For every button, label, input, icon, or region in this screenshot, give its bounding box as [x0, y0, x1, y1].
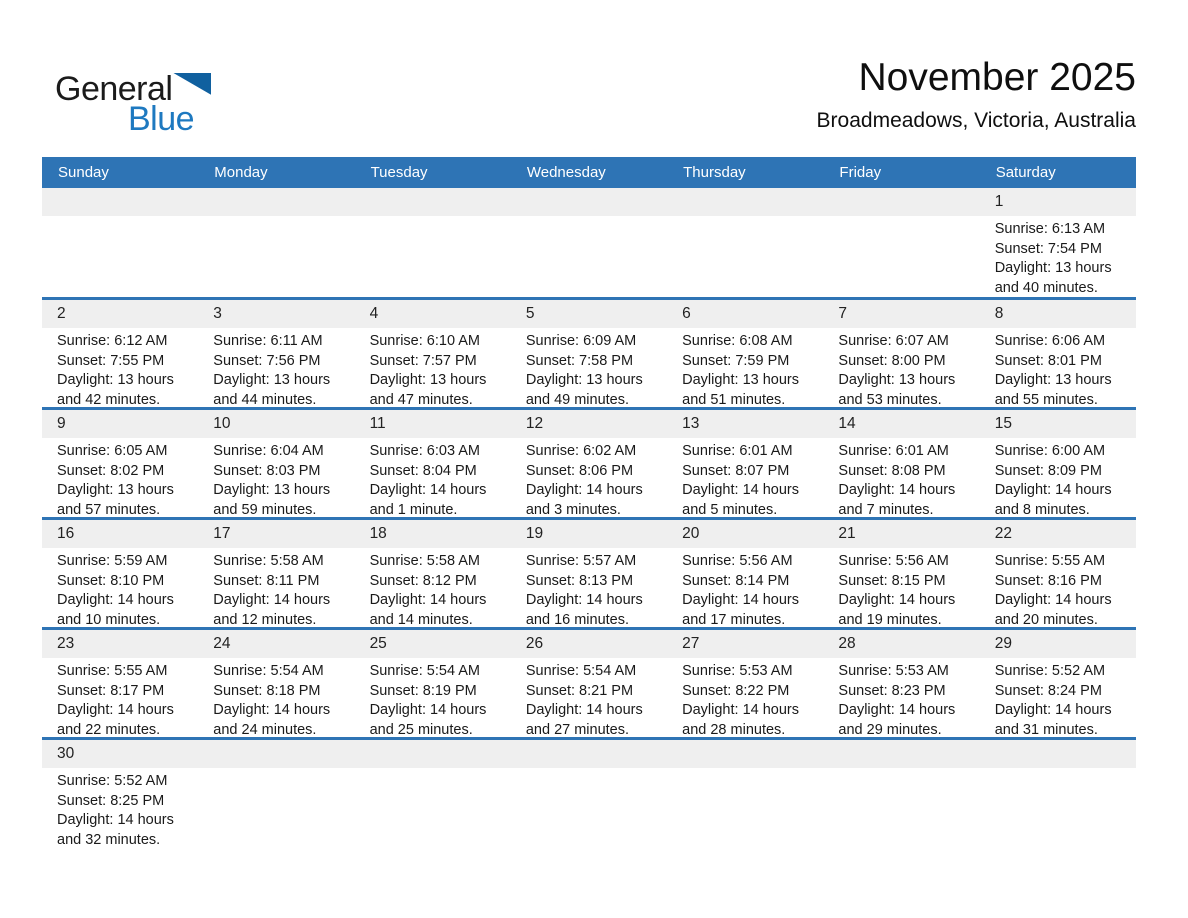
- day-detail-line: Sunset: 8:19 PM: [369, 682, 477, 699]
- day-detail-line: Sunset: 8:25 PM: [57, 792, 165, 809]
- title-block: [817, 57, 1136, 133]
- day-detail-line: and 51 minutes.: [682, 391, 786, 407]
- week-row-2: [42, 297, 1136, 407]
- day-detail-line: Sunrise: 5:59 AM: [57, 553, 168, 569]
- day-number-empty: [355, 740, 511, 768]
- day-cell-5: [511, 300, 667, 407]
- day-cell-10: [198, 410, 354, 517]
- weekday-header-monday: Monday: [214, 164, 268, 181]
- day-details: [823, 548, 979, 627]
- day-number: 25: [355, 630, 511, 658]
- day-detail-line: and 44 minutes.: [213, 391, 317, 407]
- day-cell-20: [667, 520, 823, 627]
- day-number-empty: [511, 188, 667, 216]
- day-detail-line: Sunset: 7:54 PM: [994, 240, 1102, 257]
- day-number-empty: [823, 188, 979, 216]
- day-detail-line: and 20 minutes.: [994, 611, 1098, 627]
- day-detail-line: and 47 minutes.: [369, 391, 473, 407]
- day-detail-line: Daylight: 14 hours: [57, 812, 174, 828]
- day-cell-27: [667, 630, 823, 737]
- day-detail-line: Sunset: 8:07 PM: [682, 462, 790, 479]
- day-detail-line: Sunset: 8:14 PM: [682, 572, 790, 589]
- day-number-empty: [667, 188, 823, 216]
- day-number-empty: [42, 188, 198, 216]
- day-detail-line: Daylight: 14 hours: [369, 482, 487, 498]
- day-detail-line: and 32 minutes.: [57, 831, 161, 847]
- weekday-header-tuesday: Tuesday: [370, 164, 428, 181]
- day-detail-line: Sunset: 8:16 PM: [994, 572, 1102, 589]
- day-detail-line: Daylight: 13 hours: [682, 372, 800, 388]
- day-number: 7: [823, 300, 979, 328]
- day-detail-line: and 29 minutes.: [838, 721, 942, 737]
- day-cell-28: [823, 630, 979, 737]
- day-detail-line: Daylight: 14 hours: [682, 592, 800, 608]
- day-details: [980, 438, 1136, 517]
- day-number-empty: [667, 740, 823, 768]
- day-detail-line: Sunrise: 5:57 AM: [525, 553, 637, 569]
- day-detail-line: Sunrise: 5:52 AM: [57, 773, 168, 789]
- day-detail-line: Daylight: 13 hours: [57, 372, 174, 388]
- day-detail-line: Sunrise: 6:10 AM: [369, 333, 480, 349]
- day-detail-line: Sunset: 8:08 PM: [838, 462, 946, 479]
- day-detail-line: Sunset: 8:02 PM: [57, 462, 165, 479]
- day-details: [980, 328, 1136, 407]
- day-details: [355, 438, 511, 517]
- day-details: [355, 768, 511, 772]
- day-details: [198, 438, 354, 517]
- day-detail-line: Daylight: 14 hours: [838, 702, 956, 718]
- day-details: [667, 438, 823, 517]
- day-detail-line: Sunrise: 6:02 AM: [525, 443, 637, 459]
- day-detail-line: Sunrise: 5:56 AM: [838, 553, 949, 569]
- day-detail-line: Sunrise: 6:03 AM: [369, 443, 480, 459]
- day-detail-line: and 27 minutes.: [525, 721, 630, 737]
- day-number: 21: [823, 520, 979, 548]
- day-details: [42, 658, 198, 737]
- day-details: [823, 438, 979, 517]
- day-cell-15: [980, 410, 1136, 517]
- day-details: [823, 216, 979, 220]
- day-detail-line: and 5 minutes.: [682, 501, 778, 517]
- day-detail-line: Daylight: 14 hours: [682, 482, 800, 498]
- day-detail-line: Sunrise: 6:07 AM: [838, 333, 949, 349]
- day-details: [823, 328, 979, 407]
- day-cell-2: [42, 300, 198, 407]
- day-detail-line: Sunrise: 6:11 AM: [213, 333, 323, 349]
- day-details: [511, 658, 667, 737]
- day-cell-empty: [980, 740, 1136, 847]
- day-detail-line: Sunset: 8:22 PM: [682, 682, 790, 699]
- day-detail-line: Daylight: 14 hours: [994, 482, 1112, 498]
- day-cell-8: [980, 300, 1136, 407]
- day-details: [42, 328, 198, 407]
- day-cell-29: [980, 630, 1136, 737]
- day-cell-empty: [823, 740, 979, 847]
- day-cell-17: [198, 520, 354, 627]
- day-detail-line: Daylight: 14 hours: [57, 592, 174, 608]
- day-details: [355, 658, 511, 737]
- day-detail-line: and 17 minutes.: [682, 611, 786, 627]
- weekday-header-thursday: Thursday: [683, 164, 746, 181]
- day-cell-empty: [511, 188, 667, 297]
- day-detail-line: and 7 minutes.: [838, 501, 934, 517]
- day-details: [667, 658, 823, 737]
- day-details: [355, 328, 511, 407]
- logo-text-blue: Blue: [128, 100, 195, 138]
- day-detail-line: and 55 minutes.: [994, 391, 1098, 407]
- day-detail-line: Daylight: 14 hours: [838, 592, 956, 608]
- logo-triangle-icon: [173, 73, 211, 95]
- day-cell-empty: [355, 740, 511, 847]
- day-cell-9: [42, 410, 198, 517]
- day-number: 26: [511, 630, 667, 658]
- day-number: 23: [42, 630, 198, 658]
- day-number: 12: [511, 410, 667, 438]
- day-cell-16: [42, 520, 198, 627]
- day-number: 28: [823, 630, 979, 658]
- day-detail-line: Sunrise: 6:04 AM: [213, 443, 324, 459]
- day-number: 17: [198, 520, 354, 548]
- day-detail-line: Sunrise: 5:54 AM: [369, 663, 480, 679]
- day-detail-line: Sunset: 8:18 PM: [213, 682, 321, 699]
- day-details: [511, 768, 667, 772]
- day-cell-empty: [198, 740, 354, 847]
- day-detail-line: Sunrise: 6:08 AM: [682, 333, 793, 349]
- day-details: [511, 548, 667, 627]
- day-detail-line: and 28 minutes.: [682, 721, 786, 737]
- day-number: 19: [511, 520, 667, 548]
- day-number: 3: [198, 300, 354, 328]
- day-details: [980, 216, 1136, 297]
- day-detail-line: and 57 minutes.: [57, 501, 161, 517]
- day-detail-line: and 14 minutes.: [369, 611, 473, 627]
- day-number-empty: [198, 188, 354, 216]
- day-cell-13: [667, 410, 823, 517]
- week-row-5: [42, 627, 1136, 737]
- day-detail-line: Daylight: 13 hours: [57, 482, 174, 498]
- day-detail-line: and 10 minutes.: [57, 611, 161, 627]
- day-details: [823, 658, 979, 737]
- day-details: [667, 768, 823, 772]
- general-blue-logo: [55, 72, 211, 136]
- day-detail-line: Daylight: 14 hours: [838, 482, 956, 498]
- day-details: [198, 328, 354, 407]
- weekday-header-saturday: Saturday: [995, 164, 1056, 181]
- day-detail-line: Sunset: 8:12 PM: [369, 572, 477, 589]
- day-number: 2: [42, 300, 198, 328]
- day-cell-6: [667, 300, 823, 407]
- day-detail-line: Sunrise: 5:58 AM: [213, 553, 324, 569]
- day-number-empty: [823, 740, 979, 768]
- day-details: [198, 216, 354, 220]
- day-detail-line: Sunset: 8:10 PM: [57, 572, 165, 589]
- day-details: [980, 548, 1136, 627]
- day-number: 8: [980, 300, 1136, 328]
- day-detail-line: Sunrise: 6:09 AM: [525, 333, 637, 349]
- day-cell-empty: [823, 188, 979, 297]
- day-detail-line: and 40 minutes.: [994, 279, 1098, 296]
- page-title: November 2025: [858, 56, 1136, 99]
- day-detail-line: and 49 minutes.: [525, 391, 630, 407]
- day-details: [198, 768, 354, 772]
- day-number-empty: [980, 740, 1136, 768]
- day-detail-line: Daylight: 14 hours: [525, 592, 643, 608]
- day-number: 4: [355, 300, 511, 328]
- day-details: [667, 328, 823, 407]
- day-detail-line: Daylight: 14 hours: [994, 702, 1112, 718]
- day-detail-line: Daylight: 13 hours: [838, 372, 956, 388]
- day-cell-26: [511, 630, 667, 737]
- calendar-weeks: [42, 188, 1136, 847]
- day-detail-line: Daylight: 14 hours: [213, 702, 331, 718]
- day-detail-line: Sunrise: 5:53 AM: [682, 663, 793, 679]
- day-details: [198, 658, 354, 737]
- week-row-1: [42, 188, 1136, 297]
- day-number: 5: [511, 300, 667, 328]
- week-row-4: [42, 517, 1136, 627]
- day-detail-line: Sunset: 7:55 PM: [57, 352, 165, 369]
- day-details: [511, 216, 667, 220]
- day-cell-empty: [355, 188, 511, 297]
- day-cell-empty: [198, 188, 354, 297]
- day-details: [42, 548, 198, 627]
- day-detail-line: Sunrise: 6:06 AM: [994, 333, 1106, 349]
- day-detail-line: Sunset: 8:15 PM: [838, 572, 946, 589]
- day-detail-line: Sunrise: 6:12 AM: [57, 333, 168, 349]
- day-detail-line: Daylight: 13 hours: [213, 372, 331, 388]
- day-detail-line: and 22 minutes.: [57, 721, 161, 737]
- day-number: 22: [980, 520, 1136, 548]
- page-subtitle: Broadmeadows, Victoria, Australia: [816, 108, 1136, 132]
- day-cell-empty: [511, 740, 667, 847]
- day-cell-12: [511, 410, 667, 517]
- day-detail-line: and 42 minutes.: [57, 391, 161, 407]
- logo-text-general: General: [55, 70, 173, 108]
- day-cell-3: [198, 300, 354, 407]
- day-detail-line: and 31 minutes.: [994, 721, 1098, 737]
- day-details: [980, 658, 1136, 737]
- day-number: 27: [667, 630, 823, 658]
- day-detail-line: and 59 minutes.: [213, 501, 317, 517]
- day-detail-line: Sunset: 8:23 PM: [838, 682, 946, 699]
- day-details: [42, 768, 198, 847]
- weekday-header-sunday: Sunday: [58, 164, 109, 181]
- day-number: 30: [42, 740, 198, 768]
- weekday-header-wednesday: Wednesday: [526, 164, 606, 181]
- day-number: 15: [980, 410, 1136, 438]
- day-number: 9: [42, 410, 198, 438]
- day-details: [198, 548, 354, 627]
- day-detail-line: and 3 minutes.: [525, 501, 621, 517]
- day-number: 13: [667, 410, 823, 438]
- day-number: 14: [823, 410, 979, 438]
- day-detail-line: Sunrise: 6:01 AM: [682, 443, 793, 459]
- day-number: 29: [980, 630, 1136, 658]
- day-detail-line: Sunset: 8:17 PM: [57, 682, 165, 699]
- day-detail-line: Sunrise: 6:05 AM: [57, 443, 168, 459]
- day-detail-line: Sunset: 7:59 PM: [682, 352, 790, 369]
- day-cell-30: [42, 740, 198, 847]
- day-detail-line: Daylight: 13 hours: [994, 372, 1112, 388]
- day-detail-line: Sunset: 7:56 PM: [213, 352, 321, 369]
- day-details: [511, 438, 667, 517]
- day-details: [355, 548, 511, 627]
- day-detail-line: and 12 minutes.: [213, 611, 317, 627]
- day-detail-line: Sunset: 8:04 PM: [369, 462, 477, 479]
- day-detail-line: Sunset: 8:01 PM: [994, 352, 1102, 369]
- day-detail-line: and 16 minutes.: [525, 611, 630, 627]
- day-detail-line: Sunset: 8:00 PM: [838, 352, 946, 369]
- day-detail-line: Daylight: 13 hours: [369, 372, 487, 388]
- day-cell-23: [42, 630, 198, 737]
- day-detail-line: Daylight: 14 hours: [369, 702, 487, 718]
- day-detail-line: Daylight: 14 hours: [57, 702, 174, 718]
- day-cell-1: [980, 188, 1136, 297]
- day-cell-empty: [667, 740, 823, 847]
- day-cell-empty: [667, 188, 823, 297]
- day-detail-line: and 1 minute.: [369, 501, 458, 517]
- day-detail-line: Sunset: 8:13 PM: [525, 572, 634, 589]
- day-details: [823, 768, 979, 772]
- day-detail-line: Sunset: 7:58 PM: [525, 352, 634, 369]
- day-details: [511, 328, 667, 407]
- day-detail-line: Sunrise: 5:53 AM: [838, 663, 949, 679]
- day-detail-line: Sunrise: 5:55 AM: [57, 663, 168, 679]
- day-number: 1: [980, 188, 1136, 216]
- day-number-empty: [511, 740, 667, 768]
- day-detail-line: Daylight: 13 hours: [994, 260, 1112, 276]
- day-detail-line: Sunset: 8:24 PM: [994, 682, 1102, 699]
- day-detail-line: Sunset: 8:03 PM: [213, 462, 321, 479]
- week-row-6: [42, 737, 1136, 847]
- day-details: [42, 216, 198, 220]
- day-detail-line: Sunrise: 5:58 AM: [369, 553, 480, 569]
- day-cell-4: [355, 300, 511, 407]
- day-number: 24: [198, 630, 354, 658]
- day-cell-14: [823, 410, 979, 517]
- day-detail-line: Daylight: 14 hours: [525, 702, 643, 718]
- day-detail-line: Sunrise: 5:55 AM: [994, 553, 1106, 569]
- day-number: 20: [667, 520, 823, 548]
- day-details: [355, 216, 511, 220]
- day-detail-line: Sunrise: 5:52 AM: [994, 663, 1106, 679]
- week-row-3: [42, 407, 1136, 517]
- day-detail-line: Sunrise: 6:13 AM: [994, 221, 1106, 237]
- day-detail-line: Sunrise: 5:56 AM: [682, 553, 793, 569]
- day-number: 11: [355, 410, 511, 438]
- day-detail-line: Daylight: 13 hours: [213, 482, 331, 498]
- day-number: 18: [355, 520, 511, 548]
- calendar-table: [42, 157, 1136, 847]
- day-detail-line: and 25 minutes.: [369, 721, 473, 737]
- day-number: 6: [667, 300, 823, 328]
- day-details: [667, 548, 823, 627]
- day-detail-line: Daylight: 14 hours: [994, 592, 1112, 608]
- day-detail-line: Sunset: 8:06 PM: [525, 462, 634, 479]
- day-number: 16: [42, 520, 198, 548]
- day-cell-empty: [42, 188, 198, 297]
- day-detail-line: Daylight: 14 hours: [525, 482, 643, 498]
- day-detail-line: Sunrise: 5:54 AM: [213, 663, 324, 679]
- day-detail-line: and 53 minutes.: [838, 391, 942, 407]
- day-cell-11: [355, 410, 511, 517]
- day-detail-line: Sunset: 8:09 PM: [994, 462, 1102, 479]
- weekday-header-friday: Friday: [839, 164, 882, 181]
- day-detail-line: Sunset: 7:57 PM: [369, 352, 477, 369]
- day-details: [667, 216, 823, 220]
- day-cell-18: [355, 520, 511, 627]
- day-cell-19: [511, 520, 667, 627]
- day-detail-line: and 8 minutes.: [994, 501, 1090, 517]
- weekday-header-row: [42, 157, 1136, 188]
- day-detail-line: Sunrise: 6:00 AM: [994, 443, 1106, 459]
- day-detail-line: and 19 minutes.: [838, 611, 942, 627]
- day-details: [980, 768, 1136, 772]
- day-number-empty: [198, 740, 354, 768]
- day-detail-line: Sunset: 8:21 PM: [525, 682, 634, 699]
- day-detail-line: Daylight: 13 hours: [525, 372, 643, 388]
- day-details: [42, 438, 198, 517]
- day-detail-line: Sunrise: 5:54 AM: [525, 663, 637, 679]
- day-cell-22: [980, 520, 1136, 627]
- day-detail-line: Daylight: 14 hours: [213, 592, 331, 608]
- day-cell-25: [355, 630, 511, 737]
- day-cell-24: [198, 630, 354, 737]
- day-number: 10: [198, 410, 354, 438]
- day-detail-line: Daylight: 14 hours: [682, 702, 800, 718]
- day-cell-21: [823, 520, 979, 627]
- day-detail-line: and 24 minutes.: [213, 721, 317, 737]
- day-detail-line: Sunrise: 6:01 AM: [838, 443, 949, 459]
- day-cell-7: [823, 300, 979, 407]
- day-number-empty: [355, 188, 511, 216]
- day-detail-line: Sunset: 8:11 PM: [213, 572, 320, 589]
- day-detail-line: Daylight: 14 hours: [369, 592, 487, 608]
